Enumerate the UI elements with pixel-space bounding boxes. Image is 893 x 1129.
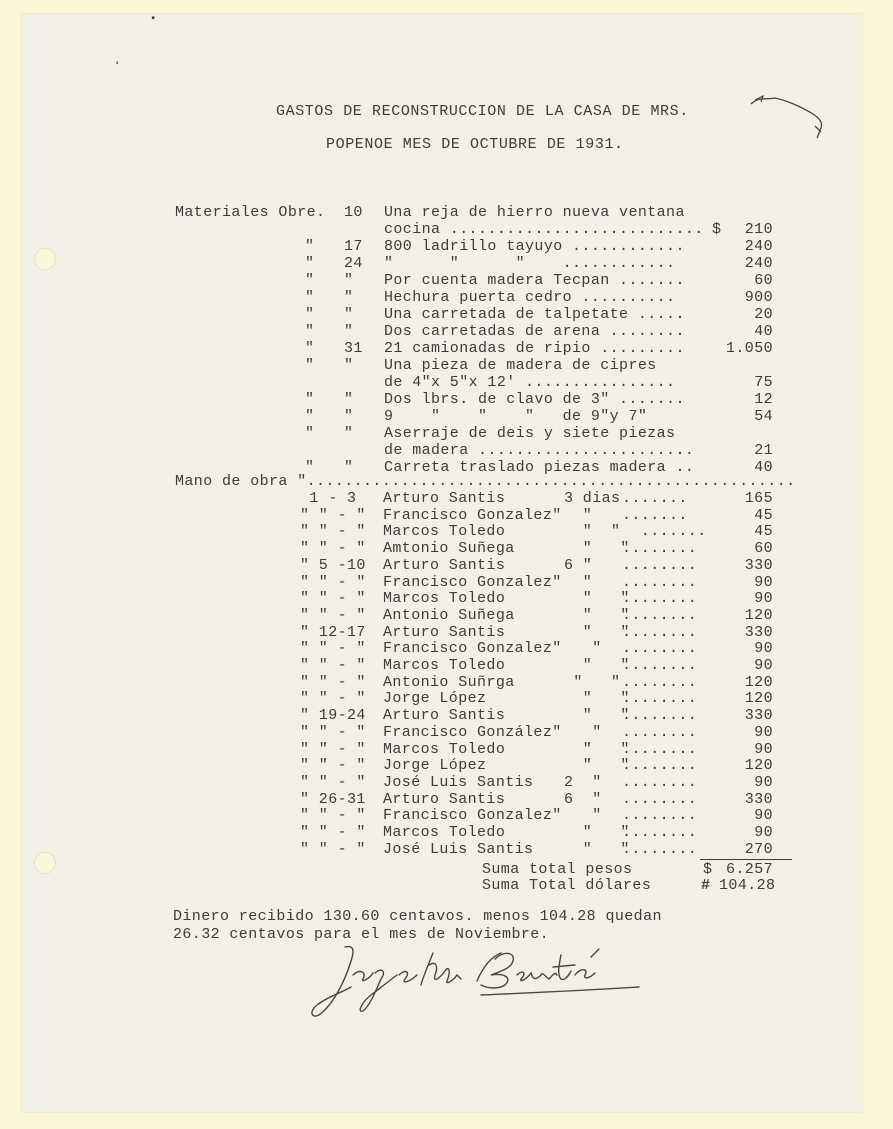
row-description: 21 camionadas de ripio ......... [384,340,685,357]
labor-row [0,807,893,824]
row-description: de 4"x 5"x 12' ................ [384,374,676,391]
row-worker-name: Francisco Gonzalez" [383,573,562,591]
row-description: de madera ....................... [384,442,695,459]
material-row [0,255,893,272]
labor-row [0,607,893,624]
row-ditto: " [305,238,315,255]
row-description: " " " ............ [384,255,676,272]
material-row [0,340,893,357]
row-description: 9 " " " de 9"y 7" [384,408,648,425]
row-ditto: " [305,357,315,374]
row-leader-dots: ........ [622,840,698,858]
labor-row [0,757,893,774]
row-amount: 900 [744,289,773,306]
row-days-range: " " - " [300,606,366,624]
row-day-count: " " [564,540,630,558]
labor-row [0,707,893,724]
row-amount: 90 [754,590,773,608]
row-day-count: " " [564,523,621,541]
row-day-count: " " [564,657,630,674]
row-amount: 90 [754,657,773,674]
row-amount: 90 [754,773,773,791]
row-leader-dots: ........ [622,740,698,758]
row-category: Materiales Obre. [175,204,326,221]
material-row [0,425,893,442]
row-ditto: " [305,459,315,476]
labor-row [0,741,893,758]
labor-row [0,540,893,557]
row-description: cocina ........................... [384,221,704,238]
row-days-range: " " - " [300,723,366,741]
row-day-count: " " [564,707,630,725]
row-day: " [344,408,354,425]
row-days-range: " " - " [300,673,366,691]
row-days-range: " 19-24 [300,707,366,725]
row-description: 800 ladrillo tayuyo ............ [384,238,685,255]
labor-row [0,523,893,540]
row-leader-dots: ........ [622,673,698,691]
row-currency: $ [712,221,722,238]
row-worker-name: Jorge López [383,757,487,775]
pencil-scribble [745,92,835,148]
row-amount: 21 [754,442,773,459]
row-amount: 120 [744,673,773,691]
row-days-range: " " - " [300,773,366,791]
row-amount: 210 [744,221,773,238]
row-description: Una carretada de talpetate ..... [384,306,685,323]
row-leader-dots: ........ [622,590,698,608]
row-amount: 1.050 [725,340,773,357]
total-pesos-currency: $ [703,861,713,878]
row-amount: 75 [754,374,773,391]
row-amount: 12 [754,391,773,408]
material-row [0,391,893,408]
row-leader-dots: ........ [622,690,698,708]
material-row [0,442,893,459]
row-days-range: " " - " [300,640,366,658]
row-ditto: " [305,306,315,323]
row-days-range: " " - " [300,807,366,825]
row-worker-name: Francisco Gonzalez" [383,640,562,658]
row-amount: 330 [744,623,773,641]
row-ditto: " [305,425,315,442]
row-day-count: " [564,506,593,524]
row-amount: 90 [754,824,773,841]
row-days-range: " " - " [300,840,366,858]
row-leader-dots: ........ [622,723,698,741]
row-amount: 90 [754,640,773,658]
row-amount: 165 [744,490,773,507]
row-ditto: " [305,323,315,340]
labor-row [0,507,893,524]
row-description: Dos lbrs. de clavo de 3" ....... [384,391,685,408]
labor-row [0,824,893,841]
row-leader-dots: ........ [622,573,698,591]
ink-mark: ʻ [113,60,122,76]
row-description: Aserraje de deis y siete piezas [384,425,676,442]
row-days-range: " " - " [300,757,366,775]
row-days-range: " " - " [300,506,366,524]
row-amount: 330 [744,556,773,574]
row-amount: 45 [754,506,773,524]
row-leader-dots: ....... [622,523,707,541]
labor-row [0,674,893,691]
labor-row [0,791,893,808]
row-day-count: " " [564,590,630,608]
mano-de-obra-header [0,473,893,490]
row-leader-dots: ........ [622,790,698,808]
row-leader-dots: ........ [622,623,698,641]
total-dolares-label: Suma Total dólares [482,877,652,894]
labor-row [0,557,893,574]
row-amount: 330 [744,790,773,808]
labor-row [0,574,893,591]
row-worker-name: José Luis Santis [383,840,534,858]
row-leader-dots: ....... [622,506,688,524]
labor-row [0,640,893,657]
row-amount: 60 [754,540,773,558]
row-worker-name: Amtonio Suñega [383,540,515,558]
row-days-range: " 5 -10 [300,556,366,574]
row-worker-name: Marcos Toledo [383,523,506,541]
row-amount: 54 [754,408,773,425]
row-day-count: " [564,723,602,741]
row-leader-dots: ........ [622,657,698,674]
row-worker-name: Marcos Toledo [383,657,506,674]
row-description: Carreta traslado piezas madera .. [384,459,695,476]
row-worker-name: Francisco Gonzalez" [383,506,562,524]
row-worker-name: Arturo Santis [383,707,506,725]
row-ditto: " [305,408,315,425]
row-day-count: " [564,573,593,591]
total-rule [700,859,792,860]
labor-row [0,841,893,858]
row-worker-name: Marcos Toledo [383,824,506,841]
row-day: " [344,357,354,374]
material-row [0,323,893,340]
labor-row [0,690,893,707]
row-days-range: 1 - 3 [300,490,357,507]
row-leader-dots: ........ [622,640,698,658]
row-worker-name: Francisco Gonzalez" [383,807,562,825]
total-pesos-label: Suma total pesos [482,861,633,878]
material-row [0,221,893,238]
row-amount: 40 [754,459,773,476]
row-leader-dots: ........ [622,757,698,775]
row-days-range: " 12-17 [300,623,366,641]
row-description: Dos carretadas de arena ........ [384,323,685,340]
row-day: 17 [344,238,363,255]
note-line-2: 26.32 centavos para el mes de Noviembre. [173,926,550,943]
row-worker-name: Arturo Santis [383,556,506,574]
labor-row [0,590,893,607]
row-description: Hechura puerta cedro .......... [384,289,676,306]
row-day-count: " " [564,690,630,708]
row-worker-name: Jorge López [383,690,487,708]
row-ditto: " [305,272,315,289]
row-day-count: 6 " [564,790,602,808]
row-day-count: 3 dias [564,490,621,507]
row-ditto: " [305,340,315,357]
ink-mark: ▪ [150,14,157,25]
row-leader-dots: ........ [622,707,698,725]
labor-row [0,490,893,507]
row-worker-name: José Luis Santis [383,773,534,791]
row-day: 24 [344,255,363,272]
material-row [0,238,893,255]
row-day: " [344,391,354,408]
row-worker-name: Antonio Suñega [383,606,515,624]
row-day-count: " " [564,824,630,841]
row-amount: 90 [754,807,773,825]
row-amount: 60 [754,272,773,289]
labor-row [0,774,893,791]
row-days-range: " " - " [300,540,366,558]
row-day: " [344,272,354,289]
row-amount: 120 [744,757,773,775]
section-label: Mano de obra ".................................................... [175,473,796,490]
material-row [0,306,893,323]
row-day: " [344,425,354,442]
row-description: Una pieza de madera de cipres [384,357,657,374]
row-day-count: " " [564,606,630,624]
row-day-count: " " [564,757,630,775]
row-days-range: " 26-31 [300,790,366,808]
material-row [0,357,893,374]
row-worker-name: Arturo Santis [383,490,506,507]
labor-row [0,624,893,641]
row-worker-name: Marcos Toledo [383,590,506,608]
row-days-range: " " - " [300,690,366,708]
row-day-count: " " [564,740,630,758]
row-day-count: " " [564,673,621,691]
material-row [0,374,893,391]
row-ditto: " [305,391,315,408]
row-amount: 240 [744,255,773,272]
row-amount: 40 [754,323,773,340]
material-row [0,204,893,221]
row-amount: 120 [744,690,773,708]
row-amount: 90 [754,573,773,591]
row-days-range: " " - " [300,523,366,541]
row-worker-name: Arturo Santis [383,623,506,641]
row-leader-dots: ........ [622,773,698,791]
row-amount: 240 [744,238,773,255]
row-day-count: " " [564,840,630,858]
row-amount: 90 [754,723,773,741]
row-days-range: " " - " [300,573,366,591]
row-worker-name: Arturo Santis [383,790,506,808]
row-leader-dots: ........ [622,807,698,825]
row-amount: 120 [744,606,773,624]
row-amount: 90 [754,740,773,758]
note-line-1: Dinero recibido 130.60 centavos. menos 104.28 quedan [173,908,662,925]
row-days-range: " " - " [300,740,366,758]
row-day-count: " [564,807,602,825]
row-worker-name: Antonio Suñrga [383,673,515,691]
row-description: Por cuenta madera Tecpan ....... [384,272,685,289]
row-day: " [344,459,354,476]
row-amount: 270 [744,840,773,858]
row-amount: 330 [744,707,773,725]
row-ditto: " [305,289,315,306]
row-days-range: " " - " [300,657,366,674]
total-dolares-amount: 104.28 [719,877,776,894]
total-dolares-currency: # [701,877,711,894]
row-leader-dots: ........ [622,556,698,574]
row-leader-dots: ........ [622,824,698,841]
row-leader-dots: ....... [622,490,688,507]
row-days-range: " " - " [300,824,366,841]
row-description: Una reja de hierro nueva ventana [384,204,685,221]
material-row [0,289,893,306]
labor-row [0,657,893,674]
row-day-count: " " [564,623,630,641]
row-day: 10 [344,204,363,221]
total-pesos-amount: 6.257 [726,861,774,878]
row-day: 31 [344,340,363,357]
material-row [0,408,893,425]
labor-row [0,724,893,741]
row-amount: 45 [754,523,773,541]
row-worker-name: Francisco González" [383,723,562,741]
document-title-line-2: POPENOE MES DE OCTUBRE DE 1931. [326,136,624,153]
row-day: " [344,289,354,306]
row-day: " [344,306,354,323]
row-day: " [344,323,354,340]
row-leader-dots: ........ [622,606,698,624]
row-leader-dots: ........ [622,540,698,558]
row-days-range: " " - " [300,590,366,608]
material-row [0,272,893,289]
row-amount: 20 [754,306,773,323]
row-ditto: " [305,255,315,272]
row-day-count: " [564,640,602,658]
document-title-line-1: GASTOS DE RECONSTRUCCION DE LA CASA DE MRS. [276,103,689,120]
row-day-count: 2 " [564,773,602,791]
row-worker-name: Marcos Toledo [383,740,506,758]
row-day-count: 6 " [564,556,593,574]
signature [305,935,650,1025]
